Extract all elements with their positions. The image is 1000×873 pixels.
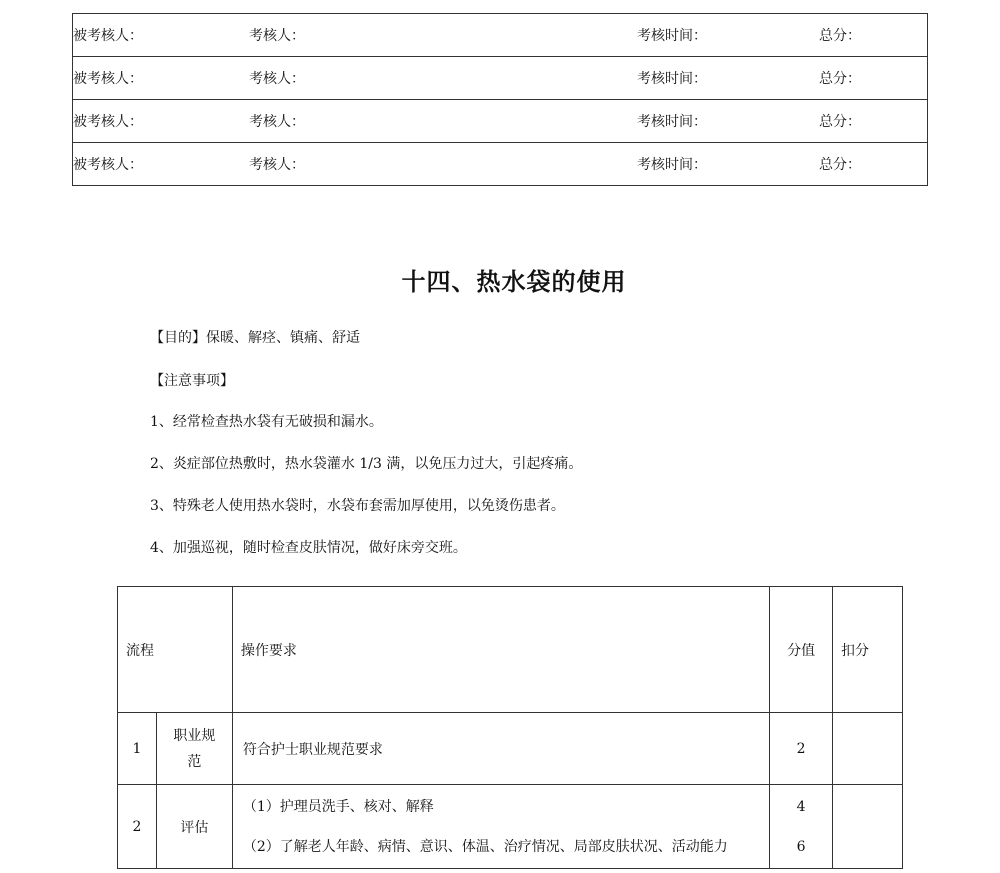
total-score-label: 总分： bbox=[819, 14, 928, 57]
exam-time-label: 考核时间： bbox=[637, 14, 819, 57]
examiner-label: 考核人： bbox=[249, 143, 637, 186]
total-score-label: 总分： bbox=[819, 100, 928, 143]
total-score-label: 总分： bbox=[819, 57, 928, 100]
examinee-label: 被考核人： bbox=[73, 143, 250, 186]
row-requirement bbox=[232, 785, 769, 869]
examinee-label: 被考核人： bbox=[73, 14, 250, 57]
row-number: 2 bbox=[118, 785, 157, 869]
row-step: 评估 bbox=[156, 785, 232, 869]
note-item: 4、加强巡视，随时检查皮肤情况，做好床旁交班。 bbox=[150, 540, 467, 556]
points-item: 6 bbox=[796, 838, 806, 855]
points-item: 4 bbox=[796, 798, 806, 815]
note-item: 1、经常检查热水袋有无破损和漏水。 bbox=[150, 414, 383, 430]
table-row bbox=[118, 785, 903, 869]
evaluation-header-table bbox=[72, 13, 928, 186]
table-header-row bbox=[118, 587, 903, 713]
header-requirements: 操作要求 bbox=[232, 587, 769, 713]
evaluation-row bbox=[73, 14, 928, 57]
row-points bbox=[770, 785, 833, 869]
exam-time-label: 考核时间： bbox=[637, 143, 819, 186]
purpose-text: 【目的】保暖、解痉、镇痛、舒适 bbox=[150, 330, 360, 346]
header-points: 分值 bbox=[770, 587, 833, 713]
section-title: 十四、热水袋的使用 bbox=[401, 268, 627, 296]
step-line: 职业规 bbox=[173, 727, 216, 744]
requirement-item: （2）了解老人年龄、病情、意识、体温、治疗情况、局部皮肤状况、活动能力 bbox=[242, 838, 728, 855]
step-line: 范 bbox=[187, 753, 202, 770]
procedure-table bbox=[117, 586, 903, 869]
requirement-item: （1）护理员洗手、核对、解释 bbox=[242, 798, 434, 815]
examinee-label: 被考核人： bbox=[73, 100, 250, 143]
row-deduction bbox=[833, 785, 903, 869]
row-step bbox=[156, 713, 232, 785]
note-item: 3、特殊老人使用热水袋时，水袋布套需加厚使用，以免烫伤患者。 bbox=[150, 498, 565, 514]
examiner-label: 考核人： bbox=[249, 100, 637, 143]
evaluation-row bbox=[73, 57, 928, 100]
examiner-label: 考核人： bbox=[249, 14, 637, 57]
evaluation-row bbox=[73, 100, 928, 143]
exam-time-label: 考核时间： bbox=[637, 100, 819, 143]
notes-title: 【注意事项】 bbox=[150, 373, 234, 389]
examinee-label: 被考核人： bbox=[73, 57, 250, 100]
row-requirement: 符合护士职业规范要求 bbox=[232, 713, 769, 785]
header-deduction: 扣分 bbox=[833, 587, 903, 713]
note-item: 2、炎症部位热敷时，热水袋灌水 1/3 满，以免压力过大，引起疼痛。 bbox=[150, 456, 583, 472]
row-deduction bbox=[833, 713, 903, 785]
exam-time-label: 考核时间： bbox=[637, 57, 819, 100]
header-process: 流程 bbox=[118, 587, 233, 713]
examiner-label: 考核人： bbox=[249, 57, 637, 100]
total-score-label: 总分： bbox=[819, 143, 928, 186]
evaluation-row bbox=[73, 143, 928, 186]
table-row bbox=[118, 713, 903, 785]
row-number: 1 bbox=[118, 713, 157, 785]
row-points: 2 bbox=[770, 713, 833, 785]
